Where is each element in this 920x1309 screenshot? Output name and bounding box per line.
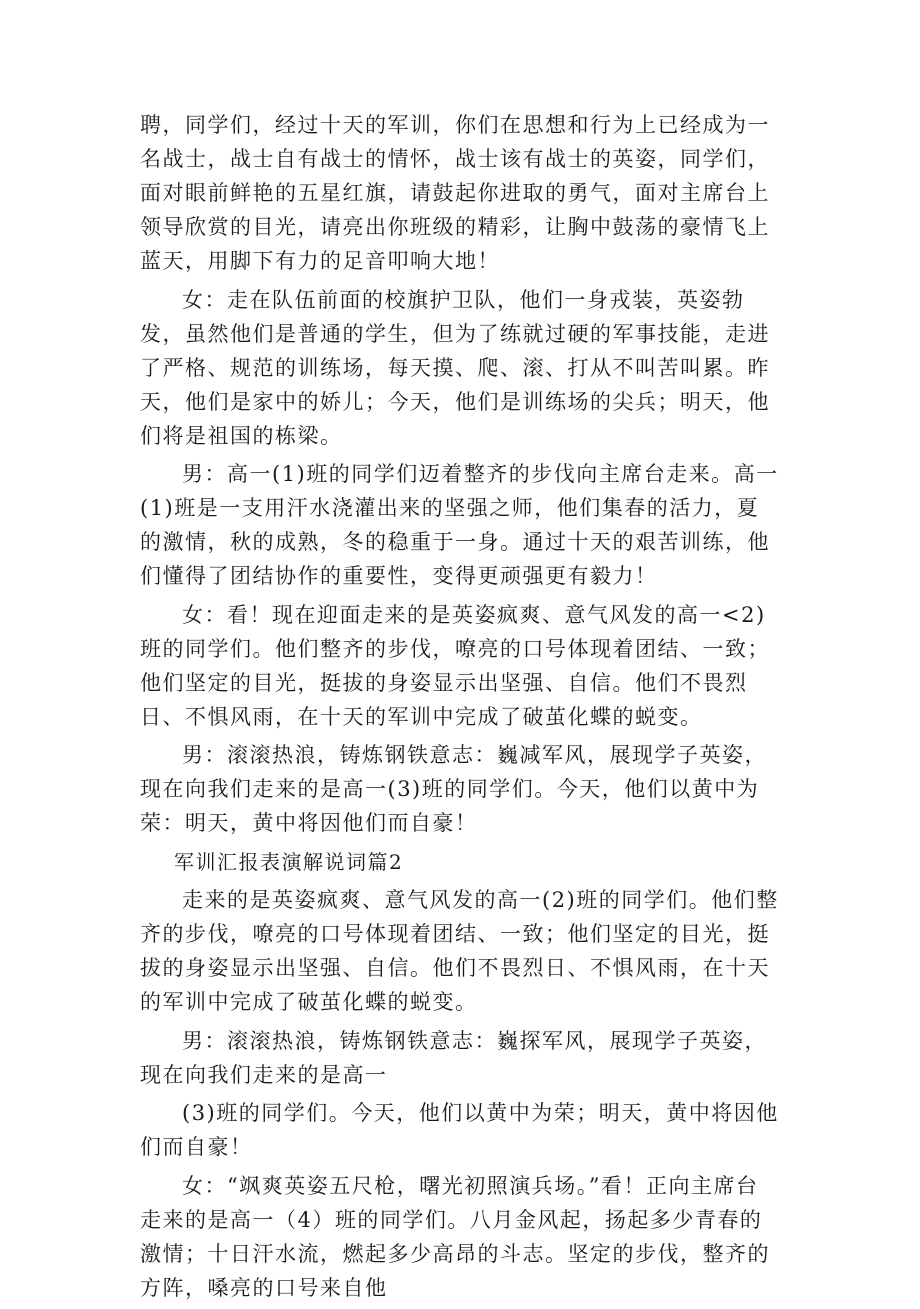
- paragraph-8: (3)班的同学们。今天，他们以黄中为荣；明天，黄中将因他们而自豪！: [140, 1101, 779, 1159]
- paragraph-1: 聘，同学们，经过十天的军训，你们在思想和行为上已经成为一名战士，战士自有战士的情怀，战士该有战士的英姿，同学们，面对眼前鲜艳的五星红旗，请鼓起你进取的勇气，面对主席台上领导欣赏的目光，请亮出你班级的精彩，让胸中鼓荡的豪情飞上蓝天，用脚下有力的足音叩响大地！: [140, 113, 770, 273]
- paragraph-4: 女：看！现在迎面走来的是英姿疯爽、意气风发的高一<2)班的同学们。他们整齐的步伐，嘹亮的口号体现着团结、一致；他们坚定的目光，挺拔的身姿显示出坚强、自信。他们不畏烈日、不惧风雨，在十天的军训中完成了破茧化蝶的蜕变。: [140, 602, 770, 729]
- paragraph-9: 女：“飒爽英姿五尺枪，曙光初照演兵场。”看！正向主席台走来的是高一（4）班的同学们。八月金风起，扬起多少青春的激情；十日汗水流，燃起多少高昂的斗志。坚定的步伐，整齐的方阵，嗓亮的口号来自他: [140, 1173, 770, 1300]
- paragraph-2: 女：走在队伍前面的校旗护卫队，他们一身戎装，英姿勃发，虽然他们是普通的学生，但为了练就过硬的军事技能，走进了严格、规范的训练场，每天摸、爬、滚、打从不叫苦叫累。昨天，他们是家中的娇儿；今天，他们是训练场的尖兵；明天，他们将是祖国的栋梁。: [140, 287, 770, 448]
- paragraph-7: 男：滚滚热浪，铸炼钢铁意志：巍探军风，展现学子英姿，现在向我们走来的是高一: [140, 1028, 767, 1087]
- paragraph-6: 走来的是英姿疯爽、意气风发的高一(2)班的同学们。他们整齐的步伐，嘹亮的口号体现着团结、一致；他们坚定的目光，挺拔的身姿显示出坚强、自信。他们不畏烈日、不惧风雨，在十天的军训中完成了破茧化蝶的蜕变。: [140, 888, 779, 1014]
- paragraph-3: 男：高一(1)班的同学们迈着整齐的步伐向主席台走来。高一(1)班是一支用汗水浇灌出来的坚强之师，他们集春的活力，夏的激情，秋的成熟，冬的稳重于一身。通过十天的艰苦训练，他们懂得了团结协作的重要性，变得更顽强更有毅力！: [140, 462, 779, 588]
- document-body: [140, 108, 780, 1309]
- section-heading: 军训汇报表演解说词篇2: [174, 849, 404, 874]
- paragraph-5: 男：滚滚热浪，铸炼钢铁意志：巍减军风，展现学子英姿，现在向我们走来的是高一(3)班的同学们。今天，他们以黄中为荣：明天，黄中将因他们而自豪！: [140, 743, 767, 835]
